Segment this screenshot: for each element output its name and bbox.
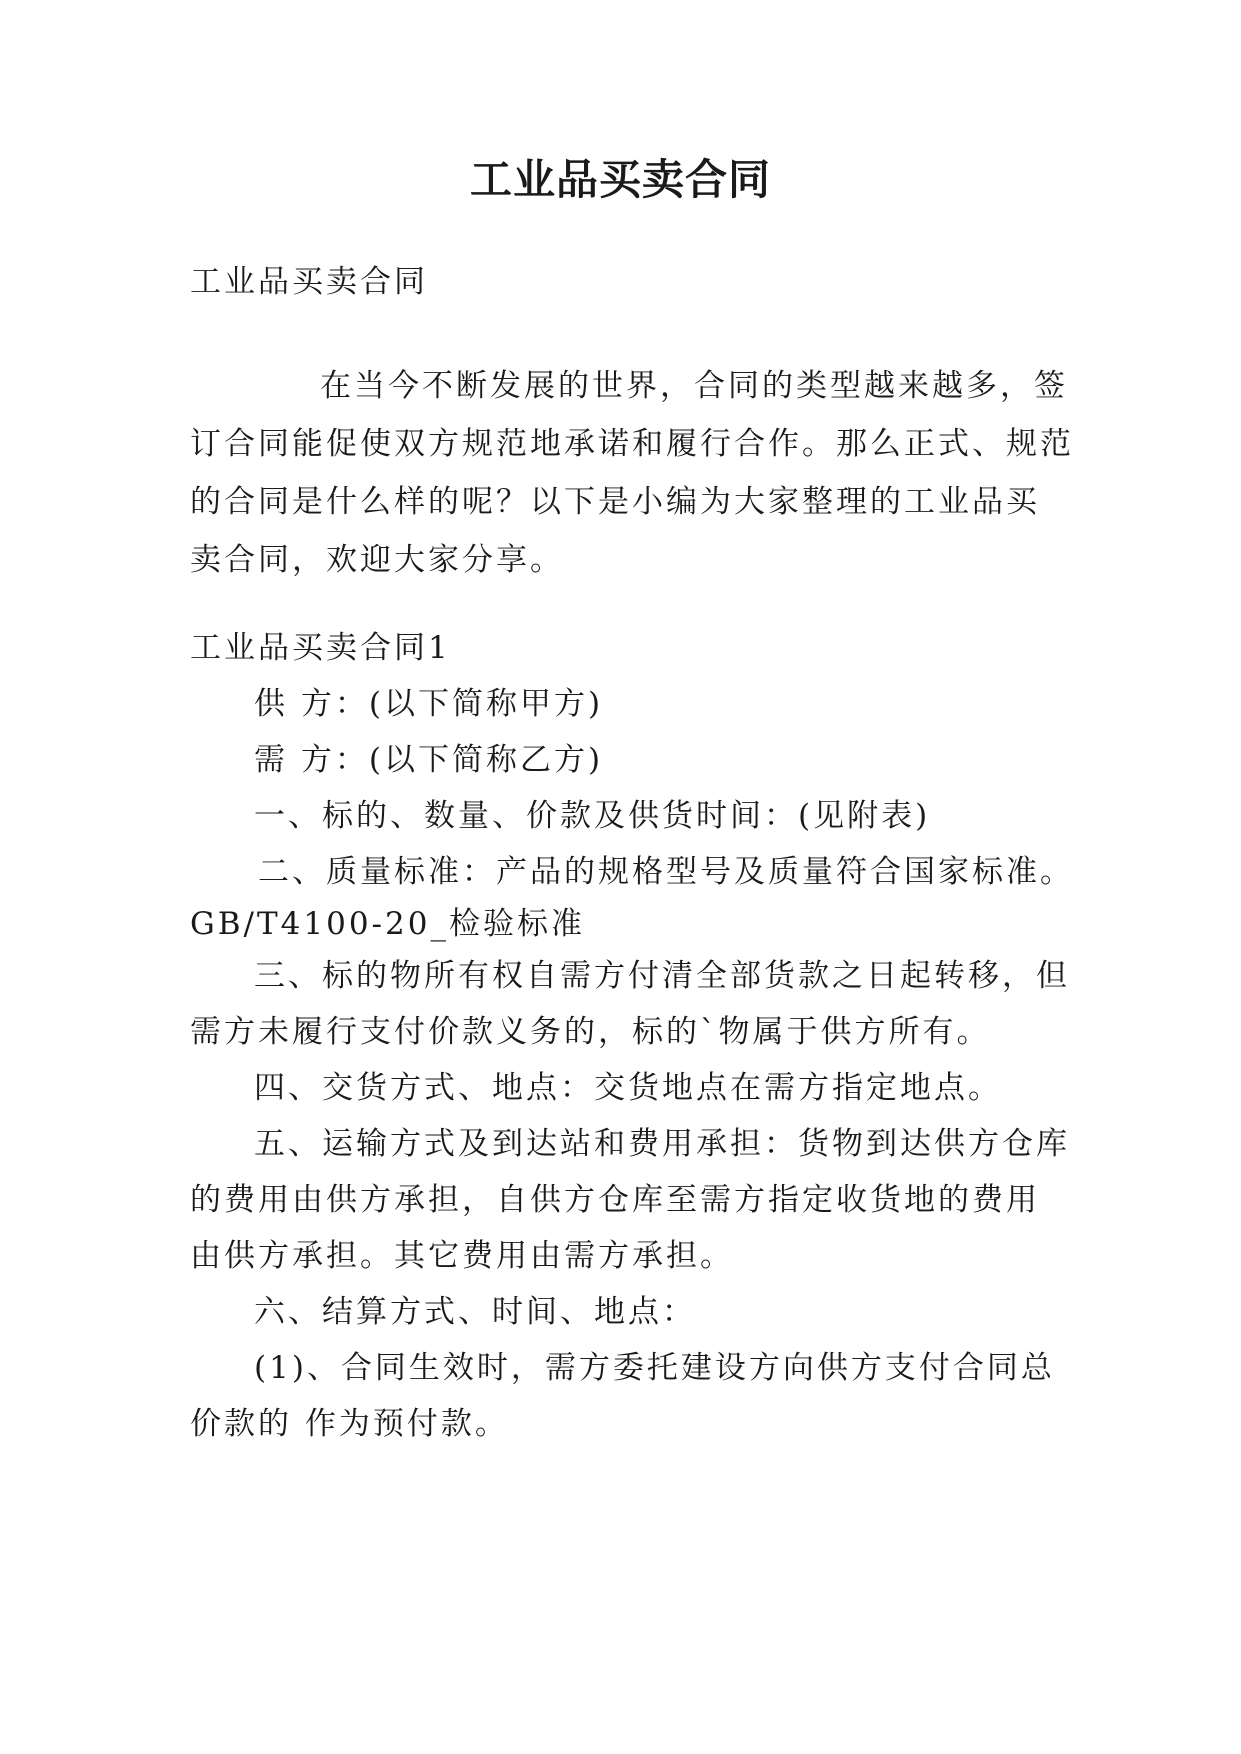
paragraph-line: (1)、合同生效时，需方委托建设方向供方支付合同总 (254, 1350, 1055, 1386)
paragraph-line: 三、标的物所有权自需方付清全部货款之日起转移，但 (254, 958, 1070, 994)
paragraph-line: 在当今不断发展的世界，合同的类型越来越多，签 (320, 368, 1068, 404)
paragraph-line: 需 方：(以下简称乙方) (254, 742, 604, 778)
subtitle-line: 工业品买卖合同 (190, 264, 428, 300)
paragraph-line: 六、结算方式、时间、地点： (254, 1294, 696, 1330)
paragraph-line: 的合同是什么样的呢？以下是小编为大家整理的工业品买 (190, 484, 1040, 520)
paragraph-line: 一、标的、数量、价款及供货时间：(见附表) (254, 798, 931, 834)
paragraph-line: 供 方：(以下简称甲方) (254, 686, 604, 722)
paragraph-line: GB/T4100-20_检验标准 (190, 906, 585, 942)
paragraph-line: 价款的 作为预付款。 (190, 1406, 509, 1442)
paragraph-line: 二、质量标准：产品的规格型号及质量符合国家标准。 (258, 854, 1074, 890)
paragraph-line: 四、交货方式、地点：交货地点在需方指定地点。 (254, 1070, 1002, 1106)
paragraph-line: 订合同能促使双方规范地承诺和履行合作。那么正式、规范 (190, 426, 1074, 462)
section-heading: 工业品买卖合同1 (190, 630, 451, 666)
paragraph-line: 五、运输方式及到达站和费用承担：货物到达供方仓库 (254, 1126, 1070, 1162)
paragraph-line: 由供方承担。其它费用由需方承担。 (190, 1238, 734, 1274)
document-title: 工业品买卖合同 (469, 155, 771, 204)
paragraph-line: 卖合同，欢迎大家分享。 (190, 542, 564, 578)
paragraph-line: 的费用由供方承担，自供方仓库至需方指定收货地的费用 (190, 1182, 1040, 1218)
paragraph-line: 需方未履行支付价款义务的，标的`物属于供方所有。 (190, 1014, 991, 1050)
